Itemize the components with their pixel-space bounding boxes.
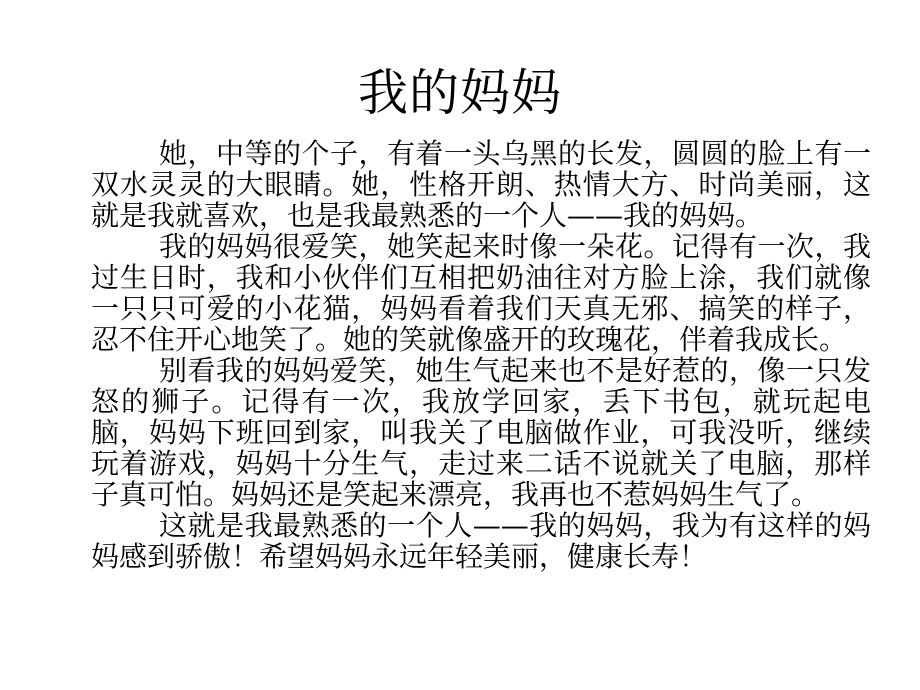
essay-body bbox=[91, 138, 871, 572]
paragraph-4: 这就是我最熟悉的一个人——我的妈妈，我为有这样的妈妈感到骄傲！希望妈妈永远年轻美丽，健康长寿！ bbox=[91, 509, 871, 573]
paragraph-1: 她，中等的个子，有着一头乌黑的长发，圆圆的脸上有一双水灵灵的大眼睛。她，性格开朗、热情大方、时尚美丽，这就是我就喜欢，也是我最熟悉的一个人——我的妈妈。 bbox=[91, 137, 871, 232]
paragraph-2: 我的妈妈很爱笑，她笑起来时像一朵花。记得有一次，我过生日时，我和小伙伴们互相把奶油往对方脸上涂，我们就像一只只可爱的小花猫，妈妈看着我们天真无邪、搞笑的样子，忍不住开心地笑了。她的笑就像盛开的玫瑰花，伴着我成长。 bbox=[91, 230, 871, 356]
page-title: 我的妈妈 bbox=[358, 64, 562, 122]
paragraph-3: 别看我的妈妈爱笑，她生气起来也不是好惹的，像一只发怒的狮子。记得有一次，我放学回家，丢下书包，就玩起电脑，妈妈下班回到家，叫我关了电脑做作业，可我没听，继续玩着游戏，妈妈十分生气，走过来二话不说就关了电脑，那样子真可怕。妈妈还是笑起来漂亮，我再也不惹妈妈生气了。 bbox=[91, 354, 871, 511]
